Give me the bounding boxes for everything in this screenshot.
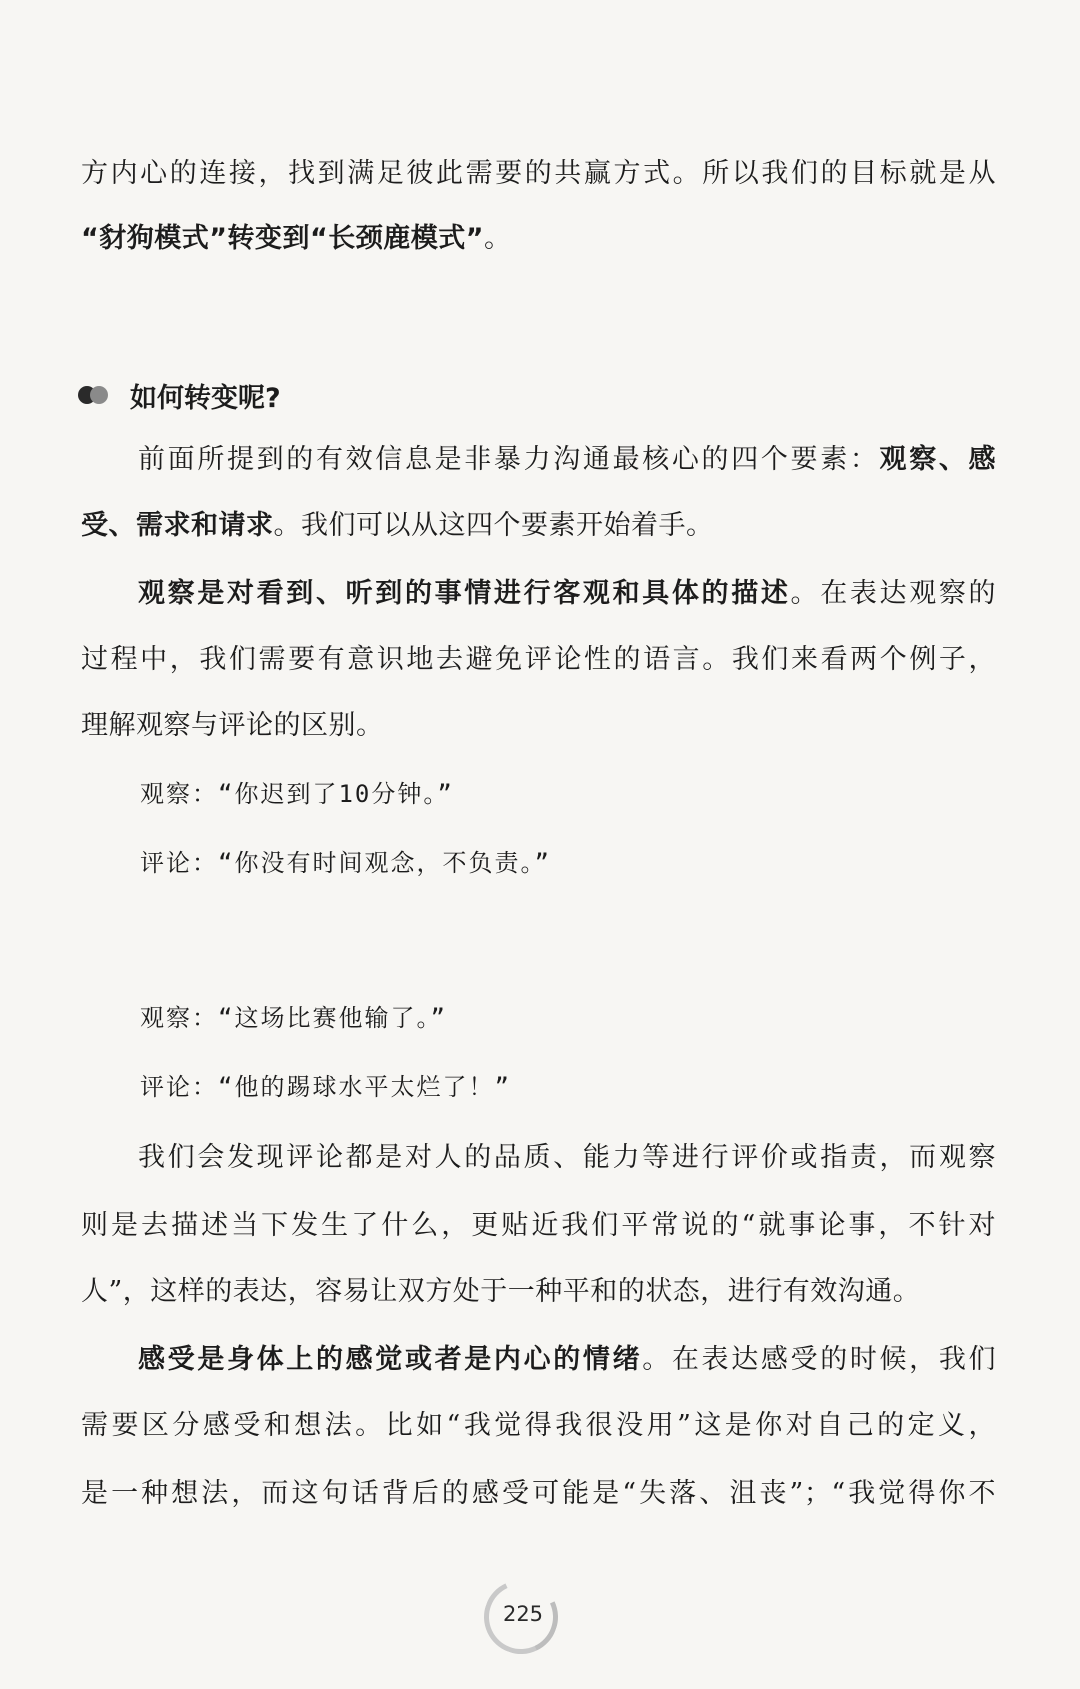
- bold-phrase: “豺狗模式”转变到“长颈鹿模式”: [81, 223, 484, 254]
- text-line: 理解观察与评论的区别。: [81, 710, 384, 741]
- section-heading: [78, 375, 281, 415]
- text-line: 方内心的连接，找到满足彼此需要的共赢方式。所以我们的目标就是从: [81, 158, 996, 189]
- text-line: 我们会发现评论都是对人的品质、能力等进行评价或指责，而观察: [138, 1142, 996, 1173]
- text-line: [138, 574, 996, 614]
- text-fragment: 。在表达观察的: [790, 578, 997, 609]
- text-fragment: 。: [483, 223, 512, 254]
- bullet-icon: [78, 383, 116, 407]
- example-line: 评论：“你没有时间观念，不负责。”: [140, 849, 551, 877]
- bold-phrase: 感受是身体上的感觉或者是内心的情绪: [138, 1344, 643, 1375]
- text-line: [81, 219, 996, 259]
- text-fragment: 。我们可以从这四个要素开始着手。: [273, 510, 714, 541]
- page-number: 225: [502, 1602, 544, 1626]
- example-line: 观察：“你迟到了10分钟。”: [140, 780, 454, 808]
- bold-phrase: 受、需求和请求: [81, 510, 274, 541]
- example-line: 评论：“他的踢球水平太烂了！”: [140, 1073, 511, 1101]
- example-line: 观察：“这场比赛他输了。”: [140, 1004, 447, 1032]
- text-line: 需要区分感受和想法。比如“我觉得我很没用”这是你对自己的定义，: [81, 1410, 996, 1441]
- text-line: 则是去描述当下发生了什么，更贴近我们平常说的“就事论事，不针对: [81, 1210, 996, 1241]
- text-line: [138, 1340, 996, 1380]
- text-line: 过程中，我们需要有意识地去避免评论性的语言。我们来看两个例子，: [81, 644, 996, 675]
- bold-phrase: 观察是对看到、听到的事情进行客观和具体的描述: [138, 578, 791, 609]
- text-fragment: 。在表达感受的时候，我们: [642, 1344, 997, 1375]
- text-fragment: 前面所提到的有效信息是非暴力沟通最核心的四个要素：: [138, 444, 880, 475]
- text-line: 是一种想法，而这句话背后的感受可能是“失落、沮丧”；“我觉得你不: [81, 1478, 996, 1509]
- text-line: [81, 506, 996, 546]
- bold-phrase: 观察、感: [879, 444, 997, 475]
- text-line: [138, 440, 996, 480]
- text-line: 人”，这样的表达，容易让双方处于一种平和的状态，进行有效沟通。: [81, 1276, 921, 1307]
- section-heading-text: 如何转变呢?: [130, 382, 281, 414]
